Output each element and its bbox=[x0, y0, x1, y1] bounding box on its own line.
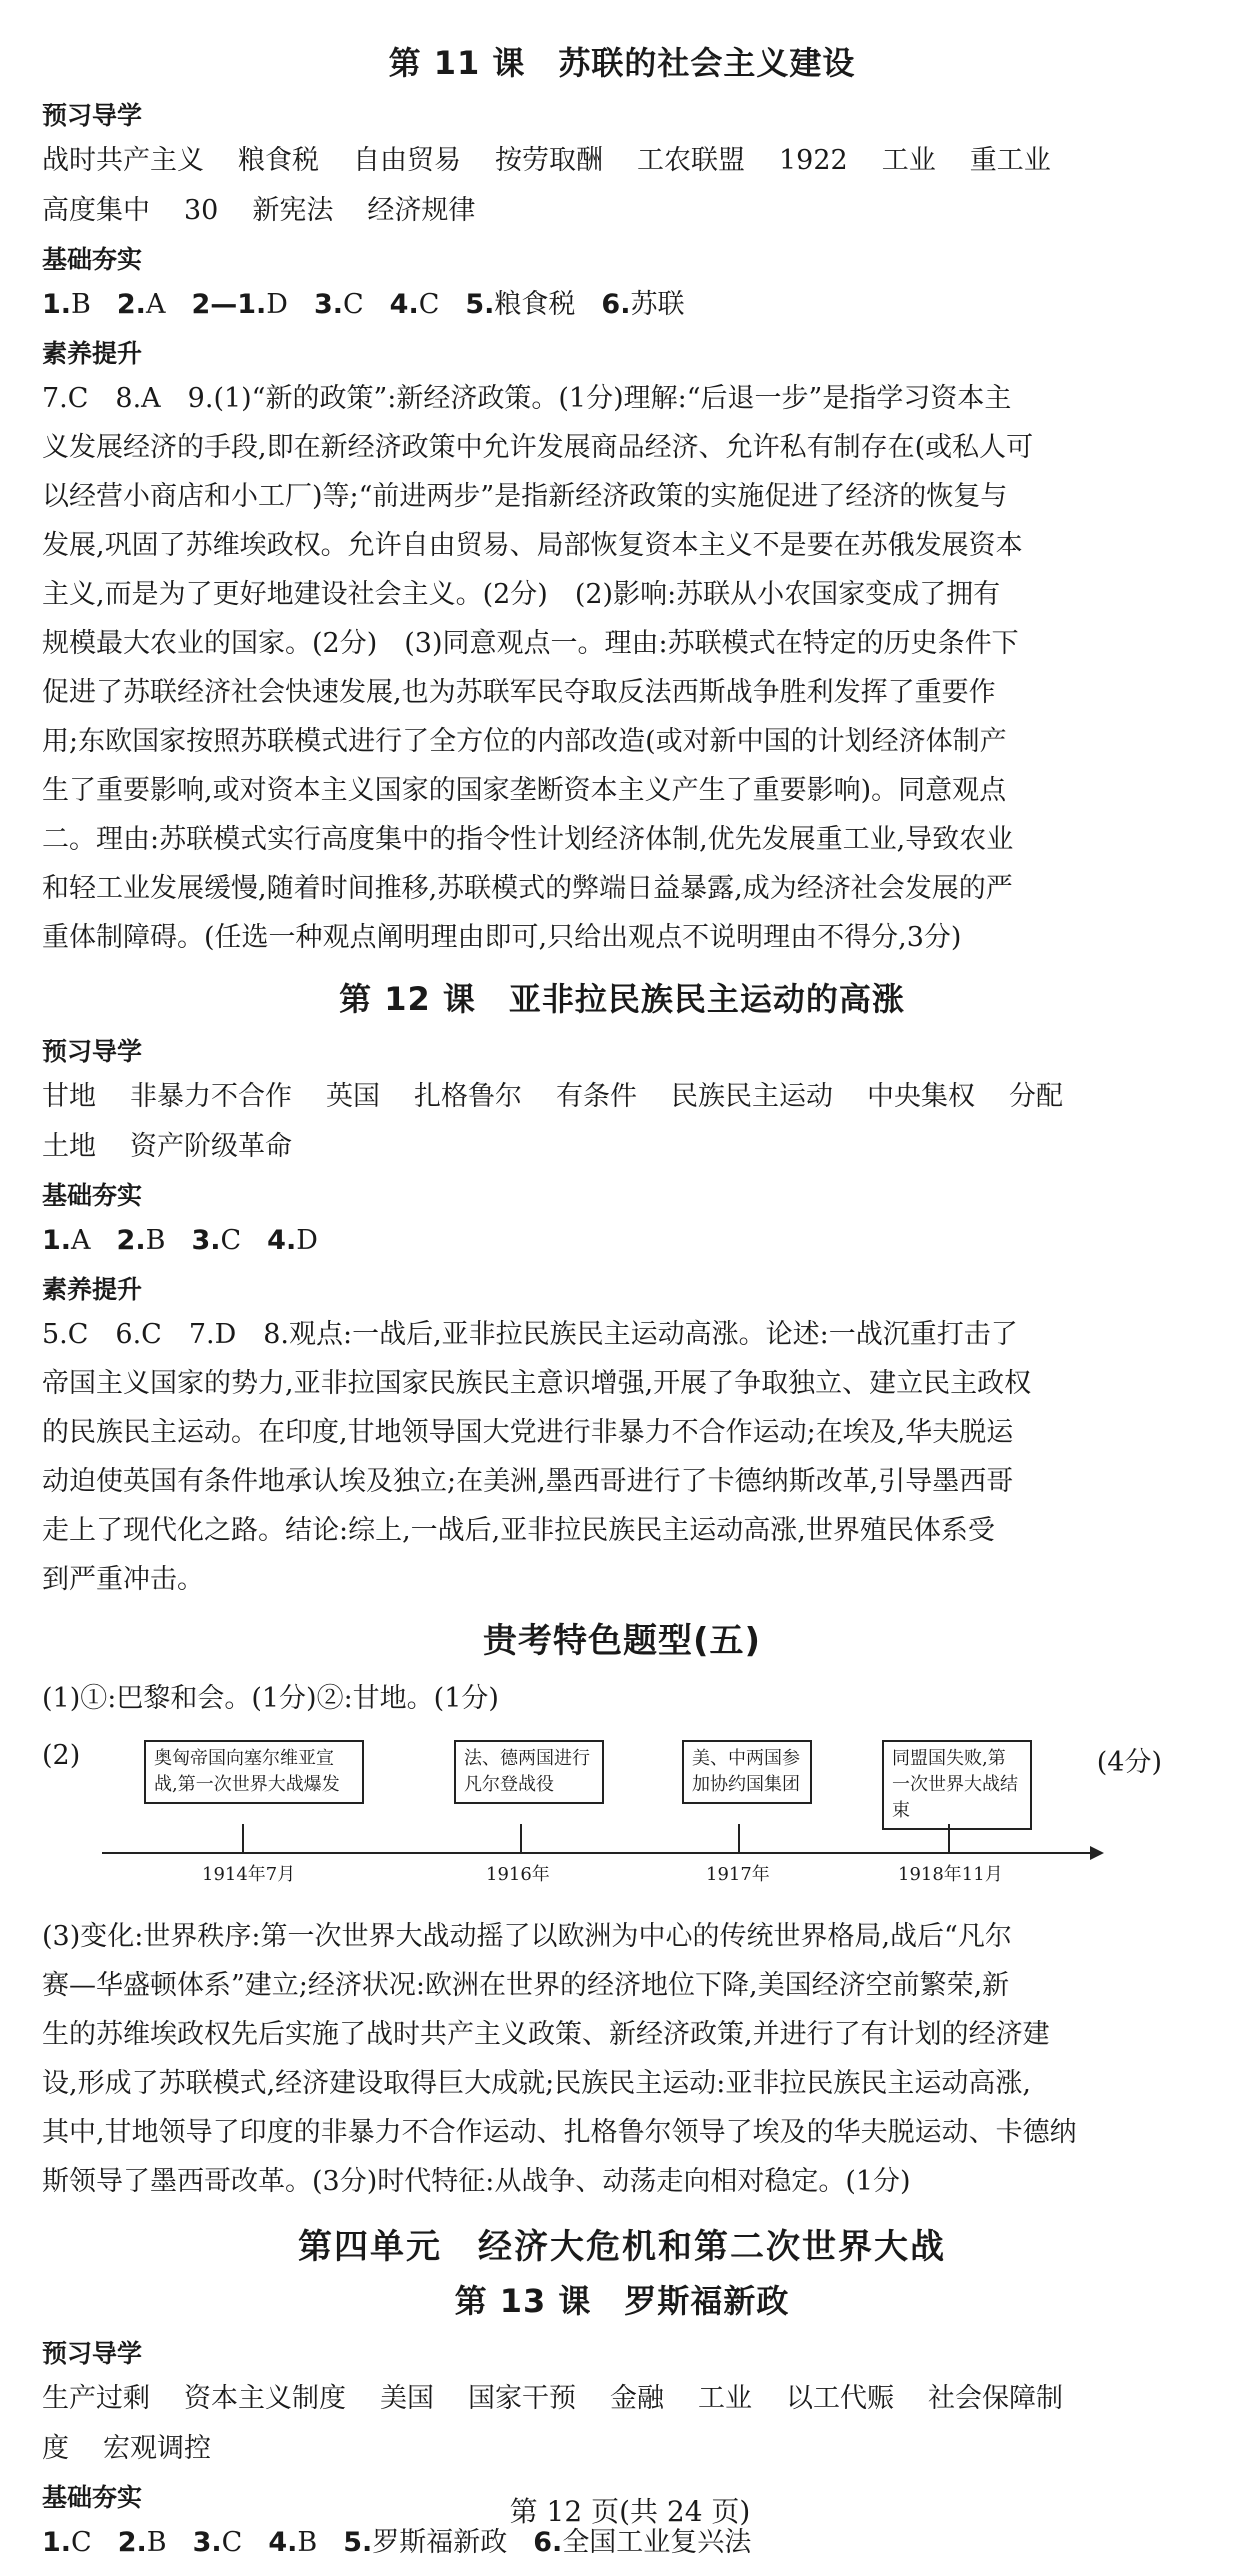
answer-item: 2—1.D bbox=[191, 289, 288, 320]
text-line: 规模最大农业的国家。(2分) (3)同意观点一。理由:苏联模式在特定的历史条件下 bbox=[42, 628, 1019, 659]
lesson-12-basic-heading: 基础夯实 bbox=[42, 1181, 143, 1210]
answer-item: 3.C bbox=[192, 2527, 243, 2558]
term: 分配 bbox=[1009, 1081, 1063, 1112]
lesson-11-preview-terms bbox=[42, 136, 1202, 236]
answer-item: 4.B bbox=[268, 2527, 318, 2558]
lesson-12-improve-text bbox=[42, 1310, 1202, 1604]
lesson-11-basic-heading: 基础夯实 bbox=[42, 245, 143, 274]
text-line: (3)变化:世界秩序:第一次世界大战动摇了以欧洲为中心的传统世界格局,战后“凡尔 bbox=[42, 1921, 1012, 1952]
page-footer: 第 12 页(共 24 页) bbox=[509, 2495, 751, 2528]
lesson-12-basic-answers bbox=[42, 1216, 1202, 1266]
term: 高度集中 bbox=[42, 195, 150, 226]
term: 中央集权 bbox=[867, 1081, 975, 1112]
text-line: 到严重冲击。 bbox=[42, 1564, 204, 1595]
text-line: 走上了现代化之路。结论:综上,一战后,亚非拉民族民主运动高涨,世界殖民体系受 bbox=[42, 1515, 995, 1546]
special-q1: (1)①:巴黎和会。(1分)②:甘地。(1分) bbox=[42, 1683, 499, 1714]
timeline-axis bbox=[102, 1852, 1092, 1854]
timeline-event-2: 法、德两国进行凡尔登战役 bbox=[454, 1740, 604, 1804]
term: 扎格鲁尔 bbox=[414, 1081, 522, 1112]
text-line: 生了重要影响,或对资本主义国家的国家垄断资本主义产生了重要影响)。同意观点 bbox=[42, 775, 1007, 806]
answer-item: 1.B bbox=[42, 289, 91, 320]
term: 工业 bbox=[881, 145, 936, 176]
term: 民族民主运动 bbox=[671, 1081, 833, 1112]
connector-line bbox=[738, 1824, 740, 1852]
term: 重工业 bbox=[969, 145, 1051, 176]
connector-line bbox=[948, 1824, 950, 1852]
text-line: 的民族民主运动。在印度,甘地领导国大党进行非暴力不合作运动;在埃及,华夫脱运 bbox=[42, 1417, 1014, 1448]
lesson-12-preview-terms bbox=[42, 1072, 1202, 1172]
term: 工农联盟 bbox=[637, 145, 745, 176]
answer-item: 6.苏联 bbox=[601, 289, 685, 320]
text-line: 以经营小商店和小工厂)等;“前进两步”是指新经济政策的实施促进了经济的恢复与 bbox=[42, 481, 1008, 512]
answer-item: 6.全国工业复兴法 bbox=[533, 2527, 752, 2558]
term: 按劳取酬 bbox=[495, 145, 603, 176]
text-line: 赛—华盛顿体系”建立;经济状况:欧洲在世界的经济地位下降,美国经济空前繁荣,新 bbox=[42, 1970, 1010, 2001]
term: 自由贸易 bbox=[353, 145, 461, 176]
term: 生产过剩 bbox=[42, 2383, 150, 2414]
connector-line bbox=[520, 1824, 522, 1852]
lesson-13-preview-terms bbox=[42, 2374, 1202, 2474]
term: 以工代赈 bbox=[786, 2383, 894, 2414]
text-line: 义发展经济的手段,即在新经济政策中允许发展商品经济、允许私有制存在(或私人可 bbox=[42, 432, 1034, 463]
term: 社会保障制 bbox=[928, 2383, 1063, 2414]
special-title: 贵考特色题型(五) bbox=[482, 1621, 762, 1661]
lesson-12-preview-heading: 预习导学 bbox=[42, 1037, 143, 1066]
lesson-11-improve-heading: 素养提升 bbox=[42, 339, 143, 368]
lesson-11-title: 第 11 课 苏联的社会主义建设 bbox=[388, 44, 856, 82]
special-q2-label: (2) bbox=[42, 1740, 81, 1771]
text-line: 用;东欧国家按照苏联模式进行了全方位的内部改造(或对新中国的计划经济体制产 bbox=[42, 726, 1007, 757]
lesson-12-title: 第 12 课 亚非拉民族民主运动的高涨 bbox=[339, 980, 905, 1018]
term: 粮食税 bbox=[238, 145, 319, 176]
term: 经济规律 bbox=[367, 195, 476, 226]
term: 1922 bbox=[779, 145, 848, 176]
text-line: 其中,甘地领导了印度的非暴力不合作运动、扎格鲁尔领导了埃及的华夫脱运动、卡德纳 bbox=[42, 2117, 1077, 2148]
lesson-11-preview-heading: 预习导学 bbox=[42, 101, 143, 130]
answer-item: 5.粮食税 bbox=[465, 289, 576, 320]
lesson-11-basic-answers bbox=[42, 280, 1202, 330]
term: 新宪法 bbox=[252, 195, 334, 226]
lesson-12-improve-heading: 素养提升 bbox=[42, 1275, 143, 1304]
answer-item: 4.C bbox=[389, 289, 440, 320]
connector-line bbox=[242, 1824, 244, 1852]
answer-item: 2.B bbox=[116, 1225, 166, 1256]
timeline-event-1: 奥匈帝国向塞尔维亚宣战,第一次世界大战爆发 bbox=[144, 1740, 364, 1804]
text-line: 7.C 8.A 9.(1)“新的政策”:新经济政策。(1分)理解:“后退一步”是指学习资本主 bbox=[42, 383, 1012, 414]
term: 国家干预 bbox=[468, 2383, 576, 2414]
term: 非暴力不合作 bbox=[130, 1081, 292, 1112]
lesson-13-preview-heading: 预习导学 bbox=[42, 2339, 143, 2368]
lesson-13-title: 第 13 课 罗斯福新政 bbox=[454, 2282, 790, 2320]
timeline-event-3: 美、中两国参加协约国集团 bbox=[682, 1740, 812, 1804]
text-line: 设,形成了苏联模式,经济建设取得巨大成就;民族民主运动:亚非拉民族民主运动高涨, bbox=[42, 2068, 1031, 2099]
term: 30 bbox=[184, 195, 219, 226]
answer-item: 1.C bbox=[42, 2527, 92, 2558]
answer-item: 4.D bbox=[267, 1225, 318, 1256]
text-line: 促进了苏联经济社会快速发展,也为苏联军民夺取反法西斯战争胜利发挥了重要作 bbox=[42, 677, 996, 708]
term: 资本主义制度 bbox=[184, 2383, 346, 2414]
text-line: 帝国主义国家的势力,亚非拉国家民族民主意识增强,开展了争取独立、建立民主政权 bbox=[42, 1368, 1032, 1399]
arrow-right-icon bbox=[1090, 1846, 1104, 1860]
text-line: 斯领导了墨西哥改革。(3分)时代特征:从战争、动荡走向相对稳定。(1分) bbox=[42, 2166, 911, 2197]
text-line: 重体制障碍。(任选一种观点阐明理由即可,只给出观点不说明理由不得分,3分) bbox=[42, 922, 962, 953]
text-line: 5.C 6.C 7.D 8.观点:一战后,亚非拉民族民主运动高涨。论述:一战沉重打击了 bbox=[42, 1319, 1018, 1350]
timeline-date-3: 1917年 bbox=[706, 1864, 770, 1885]
term: 度 bbox=[42, 2433, 69, 2464]
text-line: 和轻工业发展缓慢,随着时间推移,苏联模式的弊端日益暴露,成为经济社会发展的严 bbox=[42, 873, 1013, 904]
text-line: 动迫使英国有条件地承认埃及独立;在美洲,墨西哥进行了卡德纳斯改革,引导墨西哥 bbox=[42, 1466, 1014, 1497]
text-line: 主义,而是为了更好地建设社会主义。(2分) (2)影响:苏联从小农国家变成了拥有 bbox=[42, 579, 1001, 610]
timeline-date-4: 1918年11月 bbox=[898, 1864, 1003, 1885]
timeline-figure bbox=[42, 1728, 1202, 1908]
text-line: 生的苏维埃政权先后实施了战时共产主义政策、新经济政策,并进行了有计划的经济建 bbox=[42, 2019, 1050, 2050]
text-line: 发展,巩固了苏维埃政权。允许自由贸易、局部恢复资本主义不是要在苏俄发展资本 bbox=[42, 530, 1023, 561]
term: 金融 bbox=[610, 2383, 664, 2414]
unit-4-title: 第四单元 经济大危机和第二次世界大战 bbox=[298, 2227, 946, 2267]
answer-item: 5.罗斯福新政 bbox=[343, 2527, 508, 2558]
term: 美国 bbox=[380, 2383, 434, 2414]
answer-item: 2.B bbox=[117, 2527, 167, 2558]
special-q2-score: (4分) bbox=[1096, 1747, 1162, 1778]
term: 宏观调控 bbox=[103, 2433, 211, 2464]
text-line: 二。理由:苏联模式实行高度集中的指令性计划经济体制,优先发展重工业,导致农业 bbox=[42, 824, 1014, 855]
term: 土地 bbox=[42, 1131, 96, 1162]
answer-item: 2.A bbox=[116, 289, 166, 320]
term: 工业 bbox=[698, 2383, 752, 2414]
term: 英国 bbox=[326, 1081, 380, 1112]
term: 战时共产主义 bbox=[42, 145, 204, 176]
special-q3-text bbox=[42, 1912, 1202, 2206]
term: 甘地 bbox=[42, 1081, 96, 1112]
timeline-date-2: 1916年 bbox=[486, 1864, 550, 1885]
answer-item: 3.C bbox=[313, 289, 364, 320]
answer-item: 1.A bbox=[42, 1225, 91, 1256]
answer-page bbox=[42, 40, 1202, 2568]
answer-item: 3.C bbox=[191, 1225, 242, 1256]
term: 有条件 bbox=[556, 1081, 637, 1112]
timeline-date-1: 1914年7月 bbox=[202, 1864, 296, 1885]
lesson-11-improve-text bbox=[42, 374, 1202, 962]
timeline-event-4: 同盟国失败,第一次世界大战结束 bbox=[882, 1740, 1032, 1830]
term: 资产阶级革命 bbox=[130, 1131, 292, 1162]
lesson-13-basic-heading: 基础夯实 bbox=[42, 2483, 143, 2512]
